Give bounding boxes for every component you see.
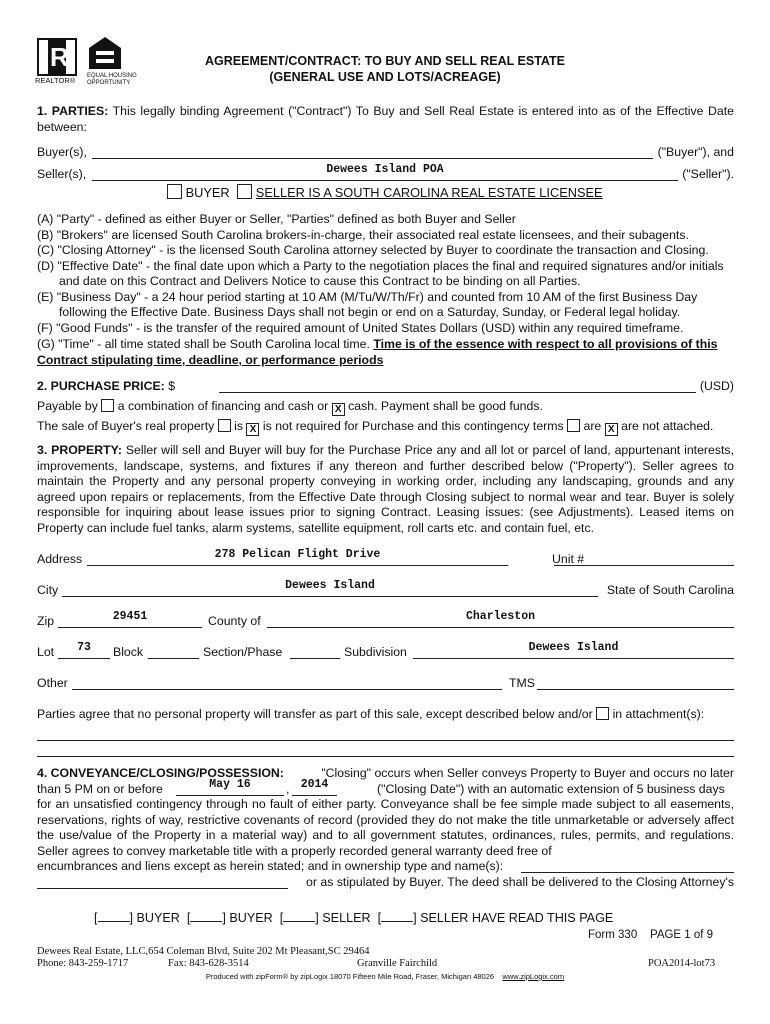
conveyance-line-2b: ("Closing Date") with an automatic extension of 5 business days [377,782,725,796]
footer-doc-id: POA2014-lot73 [648,958,716,969]
definition-item: (B) "Brokers" are licensed South Carolina brokers-in-charge, their associated real estate licensees, and their subagents. [37,227,689,242]
property-paragraph [37,443,734,536]
footer-fax: Fax: 843-628-3514 [168,958,249,969]
definition-time [37,337,734,368]
personal-property-text: Parties agree that no personal property will transfer as part of this sale, except described below and/or [37,707,593,721]
other-field[interactable] [72,676,502,690]
seller-initial-1[interactable] [283,910,315,922]
block-field[interactable] [148,645,199,659]
footer-agent: Granville Fairchild [357,958,438,969]
seller-initial-2[interactable] [381,910,413,922]
conveyance-row-1 [37,766,734,781]
county-label: County of [208,614,261,628]
ownership-field-2[interactable] [37,875,288,889]
buyer-initial-1[interactable] [98,910,130,922]
unit-label: Unit # [552,552,585,566]
licensee-row [167,184,607,200]
buyer-initial-2[interactable] [190,910,222,922]
usd-label: (USD) [699,379,734,393]
purchase-price-heading: 2. PURCHASE PRICE: [37,379,165,393]
definition-time-b: Time is of the essence with respect to all provisions of this Contract stipulating time, deadline, or performance periods [37,337,718,367]
cash-checkbox[interactable]: X [332,403,345,416]
lot-label: Lot [37,645,55,659]
buyer-licensee-checkbox[interactable] [167,184,182,199]
address-label: Address [37,552,83,566]
unit-field[interactable] [554,552,734,566]
subdivision-label: Subdivision [344,645,407,659]
personal-property-line-2[interactable] [37,743,734,757]
definitions-list [37,212,734,336]
payable-label: Payable by [37,399,98,413]
conveyance-paragraph: for an unsatisfied contingency through no fault of either party. Conveyance shall be fee simple made subject to all easements, reservations, rights of way, restrictive covenants of record (provided they do not make the title unmarketable or adversely affect the use/value of the Property in a material way) and to all government statutes, ordinances, rules, permits, and regulations. Seller agrees to convey marketable title with a properly recorded general warranty deed free of [37,797,734,858]
conveyance-row-2 [37,782,734,797]
realtor-r-icon: R [37,38,77,76]
initial-seller-1: SELLER [322,911,371,925]
parties-paragraph [37,104,734,135]
financing-checkbox[interactable] [101,399,114,412]
address-value: 278 Pelican Flight Drive [214,548,381,561]
seller-licensee-checkbox[interactable] [237,184,252,199]
zip-label: Zip [37,614,55,628]
conveyance-line-1: "Closing" occurs when Seller conveys Property to Buyer and occurs no later [321,766,734,780]
definition-item: (E) "Business Day" - a 24 hour period starting at 10 AM (M/Tu/W/Th/Fr) and counted from 10 AM of the first Business Day following the Effective Date. Business Days shall not begin or end on a Saturday, Sunday, or Federal legal holiday. [37,289,698,319]
parties-heading: 1. PARTIES: [37,104,109,118]
licensee-buyer-label: BUYER [185,185,230,200]
are-not-attached-checkbox[interactable]: X [605,423,618,436]
attachment-checkbox[interactable] [596,707,609,720]
form-number: Form 330 PAGE 1 of 9 [588,929,714,941]
is-label: is [234,419,244,433]
are-label: are [583,419,602,433]
seller-value: Dewees Island POA [326,163,444,176]
initial-buyer-1: BUYER [136,911,180,925]
subdivision-value: Dewees Island [528,641,619,654]
sale-label: The sale of Buyer's real property [37,419,215,433]
buyer-label: Buyer(s), [37,145,87,159]
page-number: PAGE 1 of 9 [650,929,714,941]
attachment-label: in attachment(s): [612,707,705,721]
definition-item: (C) "Closing Attorney" - is the licensed South Carolina attorney selected by Buyer to coordinate the transaction and Closing. [37,243,709,257]
definition-item: (F) "Good Funds" - is the transfer of the required amount of United States Dollars (USD) within any required timeframe. [37,320,684,335]
is-required-checkbox[interactable] [218,419,231,432]
property-text: Seller will sell and Buyer will buy for the Purchase Price any and all lot or parcel of land, appurtenant interests, improvements, landscape, systems, and fixtures if any thereon and further described below ("Property"). Seller agrees to maintain the Property and any personal property conveying in working order, including any landscaping, grounds and any agreed upon repairs or replacements, from the Effective Date through Closing subject to normal wear and tear. Buyer is solely responsible for inquiring about lease issues prior to signing Contract. Leasing issues: (see Adjustments). Leased items on Property can include fuel tanks, alarm systems, satellite equipment, roll carts etc. and contain fuel, etc. [37,443,734,535]
block-label: Block [113,645,144,659]
closing-year-value: 2014 [300,778,329,791]
document-title: AGREEMENT/CONTRACT: TO BUY AND SELL REAL ESTATE [205,54,565,68]
ownership-text: encumbrances and liens except as herein stated; and in ownership type and name(s): [37,859,504,873]
are-attached-checkbox[interactable] [567,419,580,432]
dollar-sign: $ [168,379,176,393]
definition-time-a: (G) "Time" - all time stated shall be South Carolina local time. [37,337,370,351]
initial-buyer-2: BUYER [229,911,273,925]
initials-row: [ ] BUYER [ ] BUYER [ ] SELLER [ ] SELLER HAVE READ THIS PAGE [94,911,614,925]
tms-label: TMS [509,676,535,690]
state-label: State of South Carolina [606,583,734,597]
footer-company: Dewees Real Estate, LLC,654 Coleman Blvd, Suite 202 Mt Pleasant,SC 29464 [37,946,370,957]
footer-produced: Produced with zipForm® by zipLogix 18070 Fifteen Mile Road, Fraser, Michigan 48026 www.zipLogix.com [205,972,565,981]
other-label: Other [37,676,68,690]
licensee-text: SELLER IS A SOUTH CAROLINA REAL ESTATE LICENSEE [255,185,603,200]
cash-label: cash. Payment shall be good funds. [348,399,543,413]
county-value: Charleston [465,610,535,623]
buyer-field[interactable] [92,145,653,159]
combo-label: a combination of financing and cash or [117,399,329,413]
payable-row [37,399,734,416]
document-subtitle: (GENERAL USE AND LOTS/ACREAGE) [269,70,501,84]
realtor-text: REALTOR® [35,76,76,85]
deed-text: or as stipulated by Buyer. The deed shall be delivered to the Closing Attorney's [306,875,734,889]
city-value: Dewees Island [285,579,375,592]
sale-b-label: is not required for Purchase and this contingency terms [262,419,564,433]
ziplogix-link[interactable]: www.zipLogix.com [502,972,565,981]
definition-item: (A) "Party" - defined as either Buyer or Seller, "Parties" defined as both Buyer and Seller [37,212,516,226]
conveyance-heading: 4. CONVEYANCE/CLOSING/POSSESSION: [37,766,284,780]
section-label: Section/Phase [203,645,283,659]
personal-property-row [37,707,734,722]
section-field[interactable] [290,645,340,659]
equal-housing-text: EQUAL HOUSING [87,73,137,79]
are-not-label: are not attached. [621,419,714,433]
personal-property-line-1[interactable] [37,727,734,741]
purchase-price-field[interactable] [219,379,696,393]
buyer-suffix: ("Buyer"), and [657,145,734,159]
initial-seller-2: SELLER HAVE READ THIS PAGE [420,911,614,925]
seller-suffix: ("Seller"). [682,167,734,181]
zip-value: 29451 [112,610,148,623]
is-not-required-checkbox[interactable]: X [246,423,259,436]
city-label: City [37,583,59,597]
tms-field[interactable] [537,676,734,690]
lot-value: 73 [77,641,91,654]
ownership-field[interactable] [521,859,734,873]
sale-contingency-row [37,419,734,436]
definition-item: (D) "Effective Date" - the final date upon which a Party to the negotiation places the final and required signatures and/or initials and date on this Contract and Delivers Notice to cause this Contract to be binding on all Parties. [37,258,724,288]
closing-date-value: May 16 [209,778,251,791]
parties-text: This legally binding Agreement ("Contract") To Buy and Sell Real Estate is entered into as of the Effective Date between: [37,104,735,134]
seller-label: Seller(s), [37,167,87,181]
footer-phone: Phone: 843-259-1717 [37,958,129,969]
property-heading: 3. PROPERTY: [37,443,122,457]
opportunity-text: OPPORTUNITY [87,80,131,86]
conveyance-line-2a: than 5 PM on or before [37,782,163,796]
